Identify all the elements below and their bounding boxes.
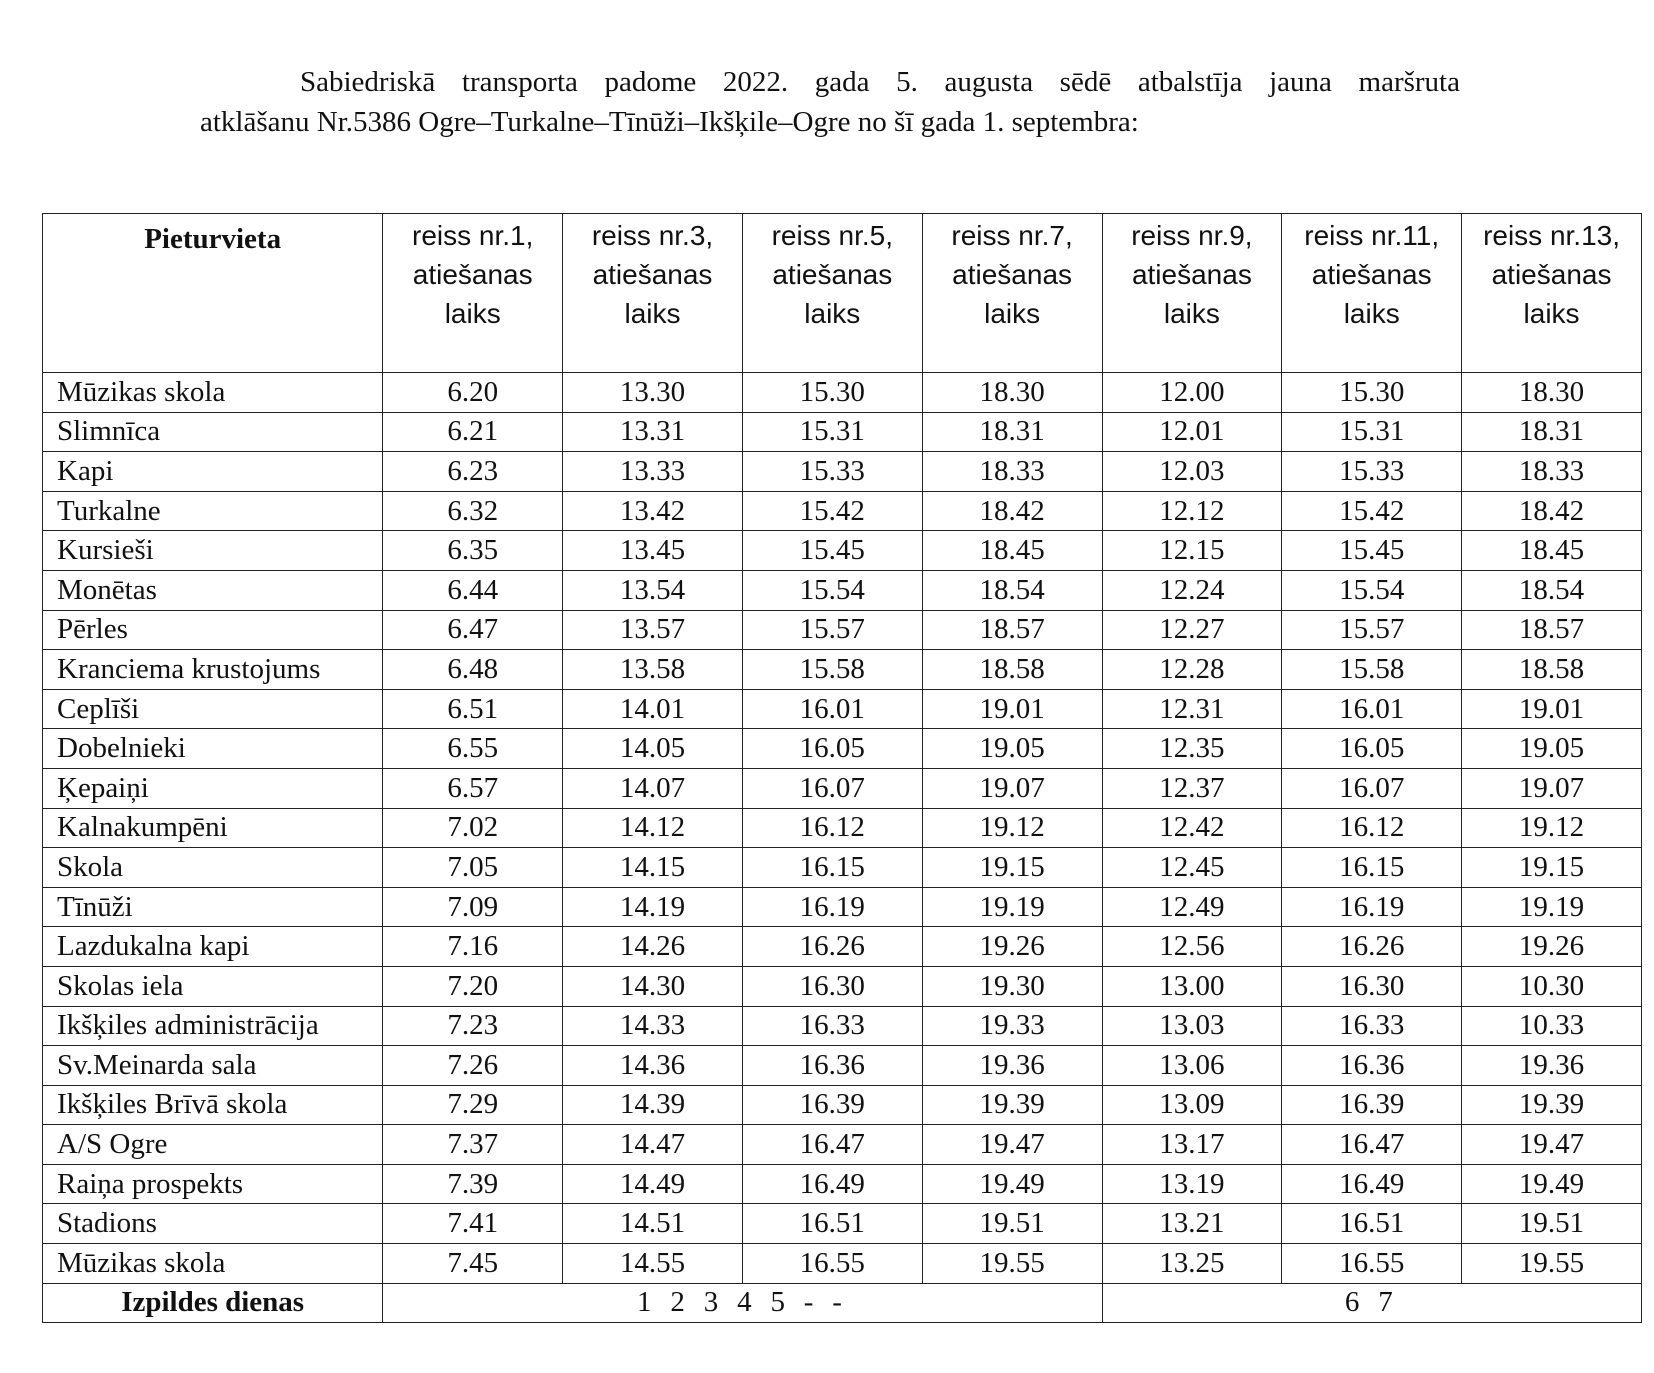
departure-time: 6.35: [383, 531, 563, 571]
departure-time: 12.35: [1102, 729, 1282, 769]
departure-time: 16.01: [1282, 689, 1462, 729]
departure-time: 15.57: [1282, 610, 1462, 650]
departure-time: 16.33: [1282, 1006, 1462, 1046]
departure-time: 15.42: [1282, 491, 1462, 531]
departure-time: 19.26: [922, 927, 1102, 967]
departure-time: 14.51: [563, 1204, 743, 1244]
departure-time: 13.45: [563, 531, 743, 571]
departure-time: 6.57: [383, 768, 563, 808]
table-row: [43, 373, 1642, 413]
stop-name: Skola: [43, 848, 383, 888]
departure-time: 16.15: [742, 848, 922, 888]
departure-time: 14.01: [563, 689, 743, 729]
departure-time: 13.54: [563, 570, 743, 610]
trip-header-line: laiks: [624, 298, 681, 329]
departure-time: 7.37: [383, 1125, 563, 1165]
table-row: [43, 808, 1642, 848]
trip-header-line: reiss nr.9,: [1131, 220, 1253, 251]
departure-time: 19.55: [922, 1244, 1102, 1284]
table-row: [43, 1125, 1642, 1165]
departure-time: 14.26: [563, 927, 743, 967]
table-row: [43, 570, 1642, 610]
trip-header-line: atiešanas: [592, 259, 713, 290]
departure-time: 19.12: [922, 808, 1102, 848]
departure-time: 13.21: [1102, 1204, 1282, 1244]
departure-time: 6.55: [383, 729, 563, 769]
stop-name: Tīnūži: [43, 887, 383, 927]
departure-time: 18.45: [1462, 531, 1642, 571]
departure-time: 16.05: [742, 729, 922, 769]
departure-time: 18.31: [922, 412, 1102, 452]
table-row: [43, 1164, 1642, 1204]
departure-time: 19.19: [922, 887, 1102, 927]
departure-time: 13.57: [563, 610, 743, 650]
departure-time: 15.57: [742, 610, 922, 650]
header-row: [43, 214, 1642, 373]
departure-time: 12.45: [1102, 848, 1282, 888]
departure-time: 16.39: [1282, 1085, 1462, 1125]
departure-time: 18.42: [922, 491, 1102, 531]
departure-time: 18.45: [922, 531, 1102, 571]
departure-time: 19.33: [922, 1006, 1102, 1046]
departure-time: 6.23: [383, 452, 563, 492]
departure-time: 16.36: [1282, 1046, 1462, 1086]
departure-time: 7.20: [383, 966, 563, 1006]
departure-time: 13.31: [563, 412, 743, 452]
departure-time: 19.47: [1462, 1125, 1642, 1165]
table-row: [43, 887, 1642, 927]
weekend-operating-days: [1102, 1283, 1642, 1322]
table-row: [43, 650, 1642, 690]
operating-days-label: Izpildes dienas: [43, 1283, 383, 1322]
trip-header: [742, 214, 922, 373]
departure-time: 14.49: [563, 1164, 743, 1204]
table-row: [43, 848, 1642, 888]
departure-time: 19.19: [1462, 887, 1642, 927]
stop-name: Ceplīši: [43, 689, 383, 729]
departure-time: 16.15: [1282, 848, 1462, 888]
departure-time: 6.48: [383, 650, 563, 690]
intro-line-2: atklāšanu Nr.5386 Ogre–Turkalne–Tīnūži–Ikšķile–Ogre no šī gada 1. septembra:: [200, 106, 1139, 138]
table-row: [43, 729, 1642, 769]
departure-time: 18.57: [1462, 610, 1642, 650]
stop-name: Kapi: [43, 452, 383, 492]
departure-time: 19.49: [1462, 1164, 1642, 1204]
trip-header-line: atiešanas: [1491, 259, 1612, 290]
departure-time: 16.26: [742, 927, 922, 967]
departure-time: 7.29: [383, 1085, 563, 1125]
departure-time: 19.15: [922, 848, 1102, 888]
weekday-operating-days: [383, 1283, 1102, 1322]
departure-time: 13.25: [1102, 1244, 1282, 1284]
departure-time: 13.30: [563, 373, 743, 413]
departure-time: 16.33: [742, 1006, 922, 1046]
departure-time: 16.47: [1282, 1125, 1462, 1165]
stop-name: Kalnakumpēni: [43, 808, 383, 848]
departure-time: 16.49: [1282, 1164, 1462, 1204]
stop-name: Ķepaiņi: [43, 768, 383, 808]
trip-header-line: laiks: [444, 298, 501, 329]
table-row: [43, 966, 1642, 1006]
departure-time: 6.44: [383, 570, 563, 610]
departure-time: 19.49: [922, 1164, 1102, 1204]
departure-time: 19.36: [1462, 1046, 1642, 1086]
stop-name: Kranciema krustojums: [43, 650, 383, 690]
departure-time: 16.55: [742, 1244, 922, 1284]
departure-time: 7.39: [383, 1164, 563, 1204]
departure-time: 16.36: [742, 1046, 922, 1086]
trip-header-line: atiešanas: [772, 259, 893, 290]
departure-time: 18.57: [922, 610, 1102, 650]
departure-time: 16.39: [742, 1085, 922, 1125]
departure-time: 18.31: [1462, 412, 1642, 452]
departure-time: 19.51: [922, 1204, 1102, 1244]
departure-time: 14.36: [563, 1046, 743, 1086]
trip-header-line: reiss nr.5,: [771, 220, 893, 251]
departure-time: 15.45: [1282, 531, 1462, 571]
departure-time: 19.26: [1462, 927, 1642, 967]
departure-time: 15.42: [742, 491, 922, 531]
stop-name: Mūzikas skola: [43, 1244, 383, 1284]
table-row: [43, 491, 1642, 531]
departure-time: 12.27: [1102, 610, 1282, 650]
departure-time: 16.07: [742, 768, 922, 808]
departure-time: 19.36: [922, 1046, 1102, 1086]
departure-time: 16.47: [742, 1125, 922, 1165]
trip-header-line: laiks: [1523, 298, 1580, 329]
departure-time: 16.30: [1282, 966, 1462, 1006]
departure-time: 15.54: [1282, 570, 1462, 610]
departure-time: 12.37: [1102, 768, 1282, 808]
stop-name: Lazdukalna kapi: [43, 927, 383, 967]
stop-name: Skolas iela: [43, 966, 383, 1006]
departure-time: 14.12: [563, 808, 743, 848]
trip-header-line: atiešanas: [1131, 259, 1252, 290]
departure-time: 13.33: [563, 452, 743, 492]
departure-time: 16.19: [742, 887, 922, 927]
table-row: [43, 1204, 1642, 1244]
departure-time: 12.03: [1102, 452, 1282, 492]
stop-name: Ikšķiles administrācija: [43, 1006, 383, 1046]
stop-name: Monētas: [43, 570, 383, 610]
departure-time: 13.06: [1102, 1046, 1282, 1086]
departure-time: 16.55: [1282, 1244, 1462, 1284]
departure-time: 19.15: [1462, 848, 1642, 888]
departure-time: 14.30: [563, 966, 743, 1006]
trip-header: [1102, 214, 1282, 373]
departure-time: 15.58: [1282, 650, 1462, 690]
intro-paragraph: [200, 62, 1460, 142]
departure-time: 18.54: [1462, 570, 1642, 610]
departure-time: 16.49: [742, 1164, 922, 1204]
departure-time: 6.21: [383, 412, 563, 452]
departure-time: 13.42: [563, 491, 743, 531]
departure-time: 19.39: [922, 1085, 1102, 1125]
departure-time: 18.30: [1462, 373, 1642, 413]
departure-time: 12.49: [1102, 887, 1282, 927]
departure-time: 16.51: [742, 1204, 922, 1244]
departure-time: 15.31: [742, 412, 922, 452]
trip-header: [922, 214, 1102, 373]
departure-time: 10.33: [1462, 1006, 1642, 1046]
trip-header-line: reiss nr.13,: [1483, 220, 1621, 251]
departure-time: 14.33: [563, 1006, 743, 1046]
trip-header-line: atiešanas: [1311, 259, 1432, 290]
stop-name: Kursieši: [43, 531, 383, 571]
departure-time: 15.31: [1282, 412, 1462, 452]
departure-time: 13.19: [1102, 1164, 1282, 1204]
weekday-days-value: 1 2 3 4 5 - -: [637, 1286, 848, 1319]
stop-name: Stadions: [43, 1204, 383, 1244]
departure-time: 18.58: [922, 650, 1102, 690]
departure-time: 19.55: [1462, 1244, 1642, 1284]
departure-time: 7.26: [383, 1046, 563, 1086]
departure-time: 15.33: [742, 452, 922, 492]
table-row: [43, 689, 1642, 729]
table-row: [43, 768, 1642, 808]
trip-header-line: laiks: [984, 298, 1041, 329]
departure-time: 13.03: [1102, 1006, 1282, 1046]
departure-time: 16.30: [742, 966, 922, 1006]
trip-header-line: laiks: [1163, 298, 1220, 329]
departure-time: 12.24: [1102, 570, 1282, 610]
departure-time: 14.55: [563, 1244, 743, 1284]
departure-time: 14.15: [563, 848, 743, 888]
trip-header: [563, 214, 743, 373]
departure-time: 7.09: [383, 887, 563, 927]
departure-time: 19.05: [922, 729, 1102, 769]
departure-time: 18.33: [1462, 452, 1642, 492]
table-row: [43, 531, 1642, 571]
departure-time: 7.45: [383, 1244, 563, 1284]
table-row: [43, 1006, 1642, 1046]
departure-time: 16.12: [742, 808, 922, 848]
departure-time: 6.32: [383, 491, 563, 531]
departure-time: 7.23: [383, 1006, 563, 1046]
departure-time: 14.19: [563, 887, 743, 927]
departure-time: 13.00: [1102, 966, 1282, 1006]
trip-header-line: laiks: [804, 298, 861, 329]
departure-time: 15.30: [742, 373, 922, 413]
departure-time: 6.47: [383, 610, 563, 650]
table-row: [43, 927, 1642, 967]
departure-time: 16.05: [1282, 729, 1462, 769]
departure-time: 12.01: [1102, 412, 1282, 452]
stop-name: A/S Ogre: [43, 1125, 383, 1165]
departure-time: 7.02: [383, 808, 563, 848]
trip-header: [1282, 214, 1462, 373]
departure-time: 16.07: [1282, 768, 1462, 808]
trip-header-line: reiss nr.3,: [591, 220, 714, 251]
departure-time: 19.12: [1462, 808, 1642, 848]
departure-time: 7.05: [383, 848, 563, 888]
departure-time: 16.51: [1282, 1204, 1462, 1244]
stop-name: Dobelnieki: [43, 729, 383, 769]
departure-time: 16.01: [742, 689, 922, 729]
departure-time: 19.01: [922, 689, 1102, 729]
departure-time: 12.42: [1102, 808, 1282, 848]
departure-time: 15.30: [1282, 373, 1462, 413]
departure-time: 16.12: [1282, 808, 1462, 848]
departure-time: 18.30: [922, 373, 1102, 413]
departure-time: 7.41: [383, 1204, 563, 1244]
departure-time: 19.07: [922, 768, 1102, 808]
departure-time: 15.45: [742, 531, 922, 571]
departure-time: 19.01: [1462, 689, 1642, 729]
departure-time: 16.26: [1282, 927, 1462, 967]
trip-header-line: reiss nr.1,: [412, 220, 534, 251]
departure-time: 19.51: [1462, 1204, 1642, 1244]
departure-time: 14.39: [563, 1085, 743, 1125]
departure-time: 12.00: [1102, 373, 1282, 413]
departure-time: 12.12: [1102, 491, 1282, 531]
departure-time: 19.05: [1462, 729, 1642, 769]
table-row: [43, 1046, 1642, 1086]
departure-time: 16.19: [1282, 887, 1462, 927]
trip-header-line: atiešanas: [412, 259, 533, 290]
departure-time: 10.30: [1462, 966, 1642, 1006]
departure-time: 15.54: [742, 570, 922, 610]
table-row: [43, 412, 1642, 452]
table-row: [43, 452, 1642, 492]
trip-header: [383, 214, 563, 373]
trip-header-line: reiss nr.11,: [1304, 220, 1440, 251]
departure-time: 19.30: [922, 966, 1102, 1006]
departure-time: 19.07: [1462, 768, 1642, 808]
departure-time: 7.16: [383, 927, 563, 967]
stop-name: Pērles: [43, 610, 383, 650]
departure-time: 19.47: [922, 1125, 1102, 1165]
departure-time: 12.56: [1102, 927, 1282, 967]
departure-time: 15.33: [1282, 452, 1462, 492]
departure-time: 12.28: [1102, 650, 1282, 690]
departure-time: 6.20: [383, 373, 563, 413]
departure-time: 14.47: [563, 1125, 743, 1165]
departure-time: 18.58: [1462, 650, 1642, 690]
departure-time: 18.54: [922, 570, 1102, 610]
stop-name: Raiņa prospekts: [43, 1164, 383, 1204]
footer-row: [43, 1283, 1642, 1322]
table-row: [43, 610, 1642, 650]
departure-time: 6.51: [383, 689, 563, 729]
stop-name: Mūzikas skola: [43, 373, 383, 413]
departure-time: 12.15: [1102, 531, 1282, 571]
stop-name: Turkalne: [43, 491, 383, 531]
stop-column-header: Pieturvieta: [43, 214, 383, 373]
departure-time: 19.39: [1462, 1085, 1642, 1125]
stop-name: Ikšķiles Brīvā skola: [43, 1085, 383, 1125]
departure-time: 14.05: [563, 729, 743, 769]
trip-header-line: laiks: [1343, 298, 1400, 329]
intro-line-1: Sabiedriskā transporta padome 2022. gada 5. augusta sēdē atbalstīja jauna maršruta: [300, 66, 1460, 98]
departure-time: 13.09: [1102, 1085, 1282, 1125]
table-row: [43, 1244, 1642, 1284]
stop-name: Sv.Meinarda sala: [43, 1046, 383, 1086]
departure-time: 14.07: [563, 768, 743, 808]
departure-time: 18.33: [922, 452, 1102, 492]
stop-name: Slimnīca: [43, 412, 383, 452]
weekend-days-value: 6 7: [1344, 1286, 1399, 1319]
trip-header: [1462, 214, 1642, 373]
departure-time: 13.17: [1102, 1125, 1282, 1165]
departure-time: 12.31: [1102, 689, 1282, 729]
table-row: [43, 1085, 1642, 1125]
departure-time: 13.58: [563, 650, 743, 690]
trip-header-line: atiešanas: [952, 259, 1073, 290]
departure-time: 18.42: [1462, 491, 1642, 531]
departure-time: 15.58: [742, 650, 922, 690]
timetable: [42, 213, 1642, 1323]
trip-header-line: reiss nr.7,: [951, 220, 1073, 251]
